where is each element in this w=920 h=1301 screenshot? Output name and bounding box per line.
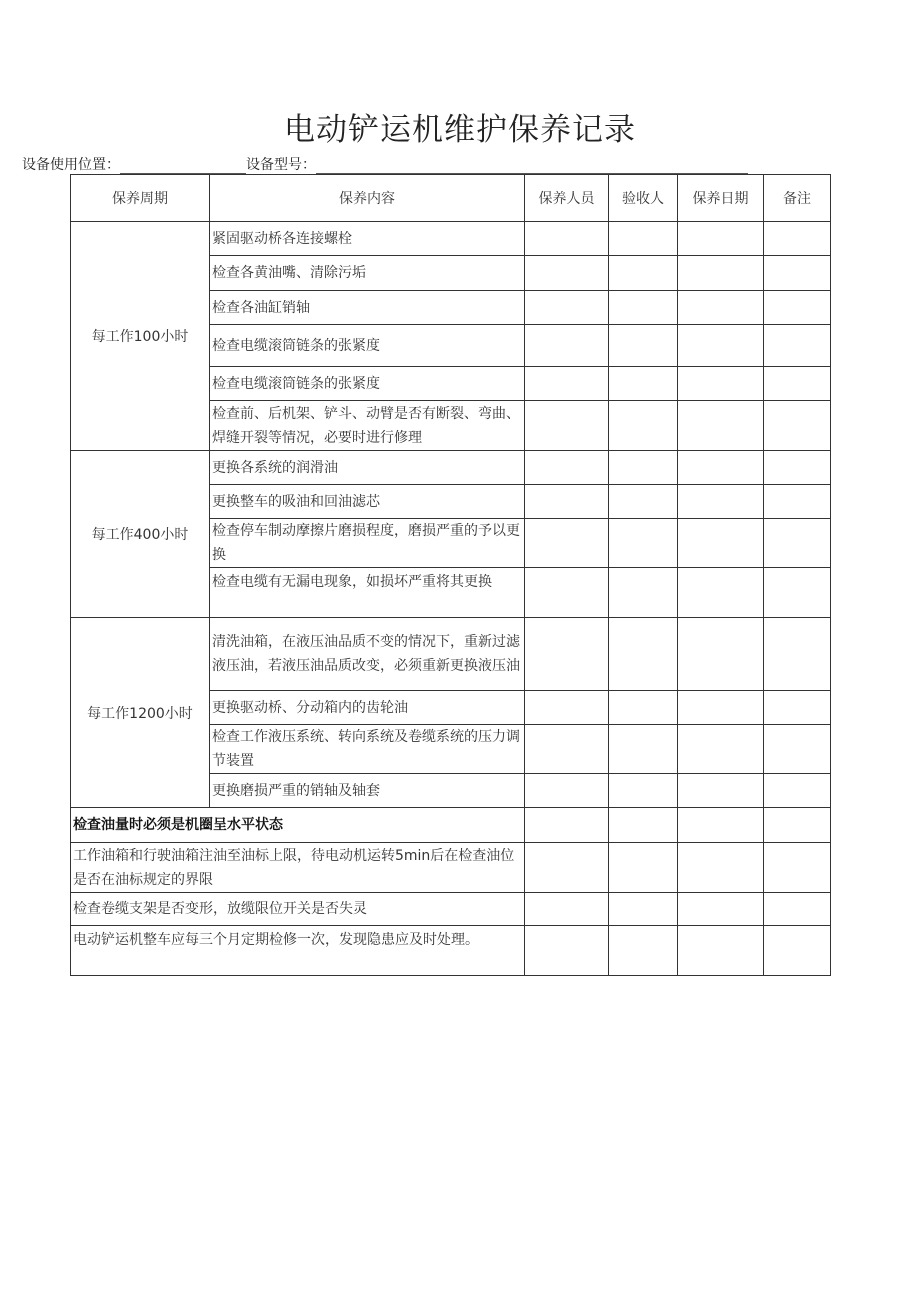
remarks-cell[interactable] xyxy=(764,519,831,568)
staff-cell[interactable] xyxy=(525,519,609,568)
inspector-cell[interactable] xyxy=(609,843,678,893)
item-content: 更换驱动桥、分动箱内的齿轮油 xyxy=(210,691,525,725)
staff-cell[interactable] xyxy=(525,325,609,367)
table-row xyxy=(71,893,831,926)
remarks-cell[interactable] xyxy=(764,291,831,325)
date-cell[interactable] xyxy=(678,485,764,519)
table-row xyxy=(71,843,831,893)
staff-cell[interactable] xyxy=(525,808,609,843)
date-cell[interactable] xyxy=(678,843,764,893)
item-content: 检查前、后机架、铲斗、动臂是否有断裂、弯曲、焊缝开裂等情况，必要时进行修理 xyxy=(210,401,525,451)
inspector-cell[interactable] xyxy=(609,808,678,843)
staff-cell[interactable] xyxy=(525,367,609,401)
model-field[interactable] xyxy=(316,157,748,174)
remarks-cell[interactable] xyxy=(764,893,831,926)
staff-cell[interactable] xyxy=(525,893,609,926)
inspector-cell[interactable] xyxy=(609,893,678,926)
remarks-cell[interactable] xyxy=(764,367,831,401)
date-cell[interactable] xyxy=(678,808,764,843)
date-cell[interactable] xyxy=(678,725,764,774)
header-period: 保养周期 xyxy=(71,175,210,222)
date-cell[interactable] xyxy=(678,893,764,926)
remarks-cell[interactable] xyxy=(764,568,831,618)
inspector-cell[interactable] xyxy=(609,325,678,367)
date-cell[interactable] xyxy=(678,325,764,367)
date-cell[interactable] xyxy=(678,774,764,808)
date-cell[interactable] xyxy=(678,568,764,618)
note-level-check: 检查油量时必须是机圈呈水平状态 xyxy=(71,808,525,843)
date-cell[interactable] xyxy=(678,519,764,568)
staff-cell[interactable] xyxy=(525,725,609,774)
staff-cell[interactable] xyxy=(525,618,609,691)
item-content: 更换各系统的润滑油 xyxy=(210,451,525,485)
location-label: 设备使用位置： xyxy=(22,157,120,173)
inspector-cell[interactable] xyxy=(609,568,678,618)
staff-cell[interactable] xyxy=(525,843,609,893)
note-oil-fill: 工作油箱和行驶油箱注油至油标上限，待电动机运转5min后在检查油位是否在油标规定的界限 xyxy=(71,843,525,893)
item-content: 检查各油缸销轴 xyxy=(210,291,525,325)
staff-cell[interactable] xyxy=(525,291,609,325)
remarks-cell[interactable] xyxy=(764,926,831,976)
header-content: 保养内容 xyxy=(210,175,525,222)
remarks-cell[interactable] xyxy=(764,691,831,725)
remarks-cell[interactable] xyxy=(764,485,831,519)
inspector-cell[interactable] xyxy=(609,691,678,725)
inspector-cell[interactable] xyxy=(609,291,678,325)
maintenance-table xyxy=(70,174,831,976)
inspector-cell[interactable] xyxy=(609,725,678,774)
date-cell[interactable] xyxy=(678,691,764,725)
remarks-cell[interactable] xyxy=(764,725,831,774)
date-cell[interactable] xyxy=(678,926,764,976)
staff-cell[interactable] xyxy=(525,774,609,808)
header-staff: 保养人员 xyxy=(525,175,609,222)
inspector-cell[interactable] xyxy=(609,451,678,485)
table-row xyxy=(71,451,831,485)
staff-cell[interactable] xyxy=(525,568,609,618)
staff-cell[interactable] xyxy=(525,451,609,485)
table-row xyxy=(71,808,831,843)
note-cable-support: 检查卷缆支架是否变形，放缆限位开关是否失灵 xyxy=(71,893,525,926)
item-content: 更换整车的吸油和回油滤芯 xyxy=(210,485,525,519)
remarks-cell[interactable] xyxy=(764,222,831,256)
header-row xyxy=(71,175,831,222)
period-100h: 每工作100小时 xyxy=(71,222,210,451)
staff-cell[interactable] xyxy=(525,222,609,256)
date-cell[interactable] xyxy=(678,401,764,451)
equipment-meta xyxy=(22,154,748,174)
remarks-cell[interactable] xyxy=(764,401,831,451)
header-remarks: 备注 xyxy=(764,175,831,222)
staff-cell[interactable] xyxy=(525,691,609,725)
model-label: 设备型号： xyxy=(246,157,316,173)
header-date: 保养日期 xyxy=(678,175,764,222)
remarks-cell[interactable] xyxy=(764,618,831,691)
item-content: 检查电缆滚筒链条的张紧度 xyxy=(210,325,525,367)
item-content: 更换磨损严重的销轴及轴套 xyxy=(210,774,525,808)
date-cell[interactable] xyxy=(678,291,764,325)
location-field[interactable] xyxy=(120,157,246,174)
item-content: 紧固驱动桥各连接螺栓 xyxy=(210,222,525,256)
inspector-cell[interactable] xyxy=(609,256,678,291)
date-cell[interactable] xyxy=(678,222,764,256)
period-400h: 每工作400小时 xyxy=(71,451,210,618)
staff-cell[interactable] xyxy=(525,401,609,451)
inspector-cell[interactable] xyxy=(609,367,678,401)
inspector-cell[interactable] xyxy=(609,618,678,691)
remarks-cell[interactable] xyxy=(764,325,831,367)
remarks-cell[interactable] xyxy=(764,808,831,843)
item-content: 检查电缆有无漏电现象，如损坏严重将其更换 xyxy=(210,568,525,618)
remarks-cell[interactable] xyxy=(764,256,831,291)
table-row xyxy=(71,222,831,256)
inspector-cell[interactable] xyxy=(609,774,678,808)
item-content: 检查工作液压系统、转向系统及卷缆系统的压力调节装置 xyxy=(210,725,525,774)
staff-cell[interactable] xyxy=(525,485,609,519)
period-1200h: 每工作1200小时 xyxy=(71,618,210,808)
remarks-cell[interactable] xyxy=(764,451,831,485)
remarks-cell[interactable] xyxy=(764,774,831,808)
table-row xyxy=(71,618,831,691)
note-quarterly-service: 电动铲运机整车应每三个月定期检修一次，发现隐患应及时处理。 xyxy=(71,926,525,976)
item-content: 检查停车制动摩擦片磨损程度，磨损严重的予以更换 xyxy=(210,519,525,568)
inspector-cell[interactable] xyxy=(609,519,678,568)
inspector-cell[interactable] xyxy=(609,485,678,519)
header-inspector: 验收人 xyxy=(609,175,678,222)
item-content: 检查各黄油嘴、清除污垢 xyxy=(210,256,525,291)
item-content: 清洗油箱，在液压油品质不变的情况下，重新过滤液压油，若液压油品质改变，必须重新更换液压油 xyxy=(210,618,525,691)
table-row xyxy=(71,926,831,976)
date-cell[interactable] xyxy=(678,618,764,691)
remarks-cell[interactable] xyxy=(764,843,831,893)
inspector-cell[interactable] xyxy=(609,401,678,451)
inspector-cell[interactable] xyxy=(609,222,678,256)
date-cell[interactable] xyxy=(678,256,764,291)
date-cell[interactable] xyxy=(678,451,764,485)
staff-cell[interactable] xyxy=(525,926,609,976)
date-cell[interactable] xyxy=(678,367,764,401)
inspector-cell[interactable] xyxy=(609,926,678,976)
document-title: 电动铲运机维护保养记录 xyxy=(284,112,636,148)
item-content: 检查电缆滚筒链条的张紧度 xyxy=(210,367,525,401)
staff-cell[interactable] xyxy=(525,256,609,291)
